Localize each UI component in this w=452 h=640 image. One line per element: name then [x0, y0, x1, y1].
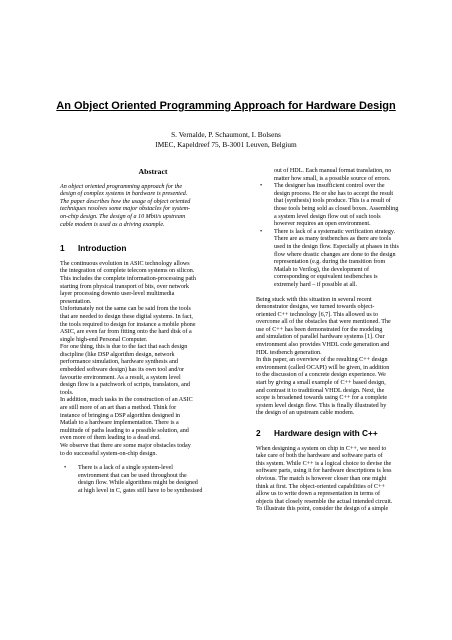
text-line: allow us to write down a representation in terms of — [256, 491, 381, 498]
text-line: The paper describes how the usage of object oriented — [60, 198, 191, 205]
text-line: In addition, much tasks in the construction of an ASIC — [60, 397, 193, 404]
text-line: To illustrate this point, consider the design of a simple — [256, 506, 389, 513]
text-line: the design of an upstream cable modem. — [256, 410, 355, 417]
abstract-text — [60, 184, 238, 230]
text-line: that (synthesis) tools produce. This is a result of — [274, 198, 391, 205]
section-2-paragraph — [256, 446, 434, 514]
section-1-title: Introduction — [78, 243, 127, 254]
text-line: however requires an open environment. — [274, 221, 371, 228]
text-line: multitude of paths leading to a possible solution, and — [60, 427, 189, 434]
text-line: take care of both the hardware and software parts of — [256, 453, 383, 460]
text-line: favourite environment. As a result, a system level — [60, 374, 181, 381]
text-line: overcome all of the obstacles that were mentioned. The — [256, 319, 391, 326]
text-line: This includes the complete information-processing path — [60, 275, 196, 282]
obstacle-list — [60, 465, 238, 495]
text-line: those tools being sold as closed boxes. Assembling — [274, 205, 399, 212]
right-column — [256, 168, 434, 514]
text-line: on-chip design. The design of a 10 Mbit/s upstream — [60, 213, 186, 220]
text-line: starting from physical transport of bits, over network — [60, 283, 189, 290]
text-line: and simulation of parallel hardware systems [1]. Our — [256, 334, 385, 341]
text-line: obvious. The match is however closer than one might — [256, 475, 387, 482]
text-line: HDL testbench generation. — [256, 349, 322, 356]
author-names: S. Vernalde, P. Schaumont, I. Bolsens — [171, 130, 281, 139]
obstacle-item-1 — [60, 465, 238, 495]
text-line: start by giving a small example of C++ based design, — [256, 380, 386, 387]
text-line: use of C++ has been demonstrated for the modeling — [256, 326, 383, 333]
text-line: used in the design flow. Especially at phases in this — [274, 243, 399, 250]
text-line: Matlab to a hardware implementation. There is a — [60, 420, 179, 427]
obstacle-item-3 — [256, 229, 434, 290]
text-line: An object oriented programming approach for the — [60, 183, 183, 190]
text-line: design process. He or she has to accept the result — [274, 190, 394, 197]
obstacle-item-2 — [256, 183, 434, 229]
text-line: think at first. The object-oriented capabilities of C++ — [256, 483, 385, 490]
text-line: the tools required to design for instance a mobile phone — [60, 321, 196, 328]
text-line: • The designer has insufficient control over the — [274, 183, 385, 190]
left-column — [60, 168, 238, 496]
text-line: this system. While C++ is a logical choice to devise the — [256, 460, 392, 467]
intro-paragraph — [60, 261, 238, 458]
abstract-heading: Abstract — [138, 167, 168, 176]
text-line: extremely hard – if possible at all. — [274, 281, 358, 288]
text-line: presentation. — [60, 298, 92, 305]
text-line: out of HDL. Each manual format translation, no — [274, 168, 392, 174]
text-line: Matlab to Verilog), the development of — [274, 266, 369, 273]
text-line: flow where drastic changes are done to the design — [274, 251, 396, 258]
text-line: In this paper, an overview of the resulting C++ design — [256, 357, 388, 364]
text-line: and contrast it to traditional VHDL design. Next, the — [256, 387, 385, 394]
text-line: The continuous evolution in ASIC technology allows — [60, 260, 190, 267]
text-line: design flow. While algorithms might be designed — [78, 480, 198, 487]
text-line: discipline (like DSP algorithm design, network — [60, 351, 175, 358]
text-line: embedded software design) has its own tool and/or — [60, 367, 185, 374]
text-line: oriented C++ technology [6,7]. This allowed us to — [256, 311, 379, 318]
section-1-heading — [60, 245, 238, 253]
text-line: There are as many testbenches as there are tools — [274, 236, 392, 243]
text-line: the integration of complete telecom systems on silicon. — [60, 268, 195, 275]
text-line: tools. — [60, 389, 74, 396]
text-line: When designing a system on chip in C++, we need to — [256, 445, 387, 452]
text-line: ASIC, are even far from fitting onto the hard disk of a — [60, 329, 192, 336]
text-line: design of complex systems in hardware is presented. — [60, 191, 188, 198]
context-paragraph — [256, 297, 434, 419]
text-line: scope is broadened towards using C++ for a complete — [256, 395, 388, 402]
paper-title: An Object Oriented Programming Approach for Hardware Design — [56, 100, 396, 112]
text-line: environment that can be used throughout the — [78, 472, 187, 479]
text-line: to the discussion of a concrete design experience. We — [256, 372, 386, 379]
text-line: corresponding or equivalent testbenches is — [274, 274, 378, 281]
text-line: objects that closely resemble the actual intended circuit. — [256, 498, 393, 505]
text-line: • There is lack of a systematic verification strategy. — [274, 228, 396, 235]
text-line: performance simulation, hardware synthesis and — [60, 359, 178, 366]
text-line: system level design flow. This is finally illustrated by — [256, 402, 387, 409]
text-line: instance of bringing a DSP algorithm designed in — [60, 412, 181, 419]
section-1-number: 1 — [60, 243, 65, 254]
obstacle-list-cont — [256, 183, 434, 289]
section-2-heading — [256, 430, 434, 438]
text-line: layer processing downto user-level multimedia — [60, 291, 175, 298]
author-block — [40, 130, 412, 150]
text-line: matter how small, is a possible source of errors. — [274, 175, 391, 182]
text-line: environment also provides VHDL code generation and — [256, 342, 390, 349]
text-line: Unfortunately not the same can be said from the tools — [60, 306, 191, 313]
text-line: We observe that there are some major obstacles today — [60, 443, 191, 449]
text-line: For one thing, this is due to the fact that each design — [60, 344, 188, 351]
text-line: a system level design flow out of such tools — [274, 213, 381, 220]
text-line: • There is a lack of a single system-level — [78, 465, 173, 472]
obstacle-item-1-continued — [256, 168, 434, 183]
text-line: at high level in C, gates still have to be synthesised — [78, 487, 203, 494]
text-line: single high-end Personal Computer. — [60, 336, 148, 343]
text-line: Being stuck with this situation in several recent — [256, 296, 372, 303]
text-line: are still more of an art than a method. Think for — [60, 405, 177, 412]
text-line: even more of them leading to a dead end. — [60, 435, 161, 442]
section-2-title: Hardware design with C++ — [274, 428, 378, 438]
affiliation: IMEC, Kapeldreef 75, B-3001 Leuven, Belgium — [155, 140, 297, 149]
text-line: design flow is a patchwork of scripts, translators, and — [60, 382, 190, 389]
text-line: to do successful system-on-chip design. — [60, 450, 157, 457]
text-line: representation (e.g. during the transition from — [274, 259, 386, 266]
text-line: cable modem is used as a driving example. — [60, 221, 165, 228]
text-line: environment (called OCAPI) will be given, in addition — [256, 364, 390, 371]
text-line: demonstrator designs, we turned towards object- — [256, 304, 375, 311]
text-line: techniques resolves some major obstacles for system- — [60, 206, 191, 213]
section-2-number: 2 — [256, 428, 261, 438]
text-line: that are needed to design these digital systems. In fact, — [60, 313, 193, 320]
text-line: software parts, using it for hardware descriptions is less — [256, 468, 392, 475]
